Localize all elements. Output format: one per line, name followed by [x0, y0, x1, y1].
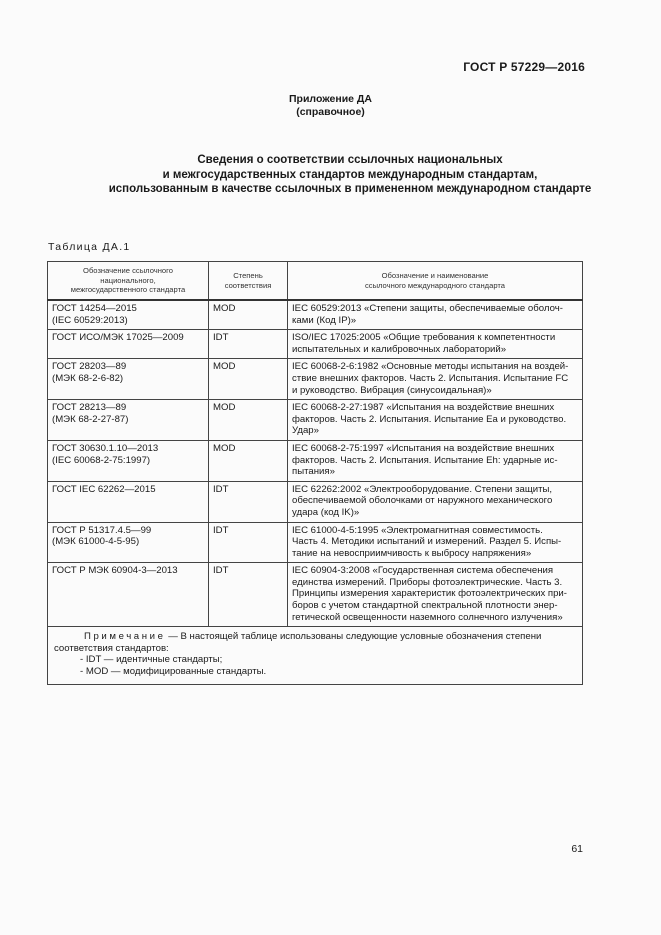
header-line: Обозначение и наименование	[381, 271, 489, 281]
note-item: - IDT — идентичные стандарты;	[80, 654, 223, 666]
table-header-row	[48, 262, 583, 301]
cell-line: единства измерений. Приборы фотоэлектрические. Часть 3.	[292, 576, 563, 588]
cell-line: ГОСТ 28203—89	[52, 361, 127, 373]
cell-line: гетической освещенности наземного солнечного излучения»	[292, 611, 563, 623]
degree-cell: IDT	[209, 522, 288, 563]
cell-line: тание на невосприимчивость к выбросу напряжения»	[292, 547, 532, 559]
standard-cell	[48, 359, 209, 400]
cell-line: удара (код IK)»	[292, 506, 360, 518]
table-note	[48, 627, 583, 684]
header-line: национального,	[100, 275, 156, 285]
section-heading	[40, 153, 660, 197]
heading-line: и межгосударственных стандартов международным стандартам,	[162, 168, 538, 181]
international-cell	[288, 522, 583, 563]
table-row	[48, 481, 583, 522]
appendix-label: Приложение ДА	[289, 93, 372, 105]
degree-cell: MOD	[209, 359, 288, 400]
heading-line: Сведения о соответствии ссылочных национальных	[197, 154, 503, 166]
header-line: межгосударственного стандарта	[70, 285, 186, 295]
degree-cell: MOD	[209, 440, 288, 481]
cell-line: ГОСТ Р МЭК 60904-3—2013	[52, 565, 178, 577]
table-row	[48, 359, 583, 400]
note-item: - MOD — модифицированные стандарты.	[80, 666, 267, 678]
degree-cell: IDT	[209, 563, 288, 627]
cell-line: Удар»	[292, 425, 319, 437]
table-row	[48, 440, 583, 481]
cell-line: (МЭК 61000-4-5-95)	[52, 536, 140, 548]
international-cell	[288, 440, 583, 481]
appendix-subtitle: (справочное)	[296, 106, 365, 118]
international-cell	[288, 563, 583, 627]
document-code: ГОСТ Р 57229—2016	[463, 60, 585, 74]
cell-line: (МЭК 68-2-6-82)	[52, 372, 124, 384]
note-first-line	[54, 631, 576, 643]
cell-line: (IEC 60529:2013)	[52, 314, 128, 326]
cell-line: ствие внешних факторов. Часть 2. Испытания. Испытание FC	[292, 372, 569, 384]
correspondence-table	[47, 261, 583, 685]
note-label: Примечание	[84, 631, 166, 643]
cell-line: ГОСТ 28213—89	[52, 402, 127, 414]
cell-line: ГОСТ IEC 62262—2015	[52, 483, 156, 495]
header-line: соответствия	[224, 280, 272, 290]
note-text: — В настоящей таблице использованы следующие условные обозначения степени	[168, 631, 542, 643]
cell-line: IEC 60068-2-75:1997 «Испытания на воздействие внешних	[292, 442, 555, 454]
cell-line: IEC 60068-2-27:1987 «Испытания на воздействие внешних	[292, 402, 555, 414]
cell-line: Принципы измерения характеристик фотоэлектрических при-	[292, 588, 567, 600]
cell-line: обеспечиваемой оболочками от наружного механического	[292, 495, 553, 507]
cell-line: IEC 61000-4-5:1995 «Электромагнитная совместимость.	[292, 524, 543, 536]
cell-line: ГОСТ 30630.1.10—2013	[52, 442, 159, 454]
standard-cell	[48, 330, 209, 359]
standard-cell	[48, 440, 209, 481]
standard-cell	[48, 300, 209, 330]
cell-line: (МЭК 68-2-27-87)	[52, 413, 129, 425]
cell-line: испытательных и калибровочных лабораторий»	[292, 343, 507, 355]
table-row	[48, 400, 583, 441]
column-header-degree	[209, 262, 288, 301]
cell-line: (IEC 60068-2-75:1997)	[52, 454, 151, 466]
international-cell	[288, 359, 583, 400]
header-line: ссылочного международного стандарта	[364, 280, 505, 290]
note-text-continued: соответствия стандартов:	[54, 642, 169, 654]
appendix-title	[0, 93, 661, 119]
degree-cell: IDT	[209, 330, 288, 359]
cell-line: пытания»	[292, 466, 335, 478]
heading-line: использованным в качестве ссылочных в примененном международном стандарте	[108, 183, 592, 195]
cell-line: Часть 4. Методики испытаний и измерений. Раздел 5. Испы-	[292, 536, 562, 548]
page-number: 61	[571, 843, 583, 855]
degree-cell: MOD	[209, 400, 288, 441]
standard-cell	[48, 481, 209, 522]
cell-line: IEC 62262:2002 «Электрооборудование. Степени защиты,	[292, 483, 553, 495]
table-row	[48, 300, 583, 330]
cell-line: IEC 60904-3:2008 «Государственная система обеспечения	[292, 565, 554, 577]
international-cell	[288, 400, 583, 441]
cell-line: IEC 60068-2-6:1982 «Основные методы испытания на воздей-	[292, 361, 569, 373]
cell-line: боров с учетом стандартной спектральной плотности энер-	[292, 600, 558, 612]
cell-line: ГОСТ Р 51317.4.5—99	[52, 524, 152, 536]
cell-line: ISO/IEC 17025:2005 «Общие требования к компетентности	[292, 332, 556, 344]
standard-cell	[48, 563, 209, 627]
table-row	[48, 330, 583, 359]
degree-cell: IDT	[209, 481, 288, 522]
degree-cell: MOD	[209, 300, 288, 330]
cell-line: факторов. Часть 2. Испытания. Испытание Ea и руководство.	[292, 413, 567, 425]
cell-line: и руководство. Вибрация (синусоидальная)»	[292, 384, 492, 396]
column-header-standard	[48, 262, 209, 301]
table-caption: Таблица ДА.1	[48, 241, 131, 253]
table-note-row	[48, 627, 583, 684]
column-header-international	[288, 262, 583, 301]
cell-line: ГОСТ ИСО/МЭК 17025—2009	[52, 332, 184, 344]
table-row	[48, 522, 583, 563]
cell-line: факторов. Часть 2. Испытания. Испытание Eh: ударные ис-	[292, 454, 558, 466]
cell-line: ГОСТ 14254—2015	[52, 303, 137, 314]
cell-line: ками (Код IP)»	[292, 314, 357, 326]
international-cell	[288, 330, 583, 359]
cell-line: IEC 60529:2013 «Степени защиты, обеспечиваемые оболоч-	[292, 303, 563, 314]
table-row	[48, 563, 583, 627]
header-line: Степень	[233, 271, 263, 281]
standard-cell	[48, 400, 209, 441]
standard-cell	[48, 522, 209, 563]
international-cell	[288, 300, 583, 330]
international-cell	[288, 481, 583, 522]
header-line: Обозначение ссылочного	[83, 266, 173, 276]
